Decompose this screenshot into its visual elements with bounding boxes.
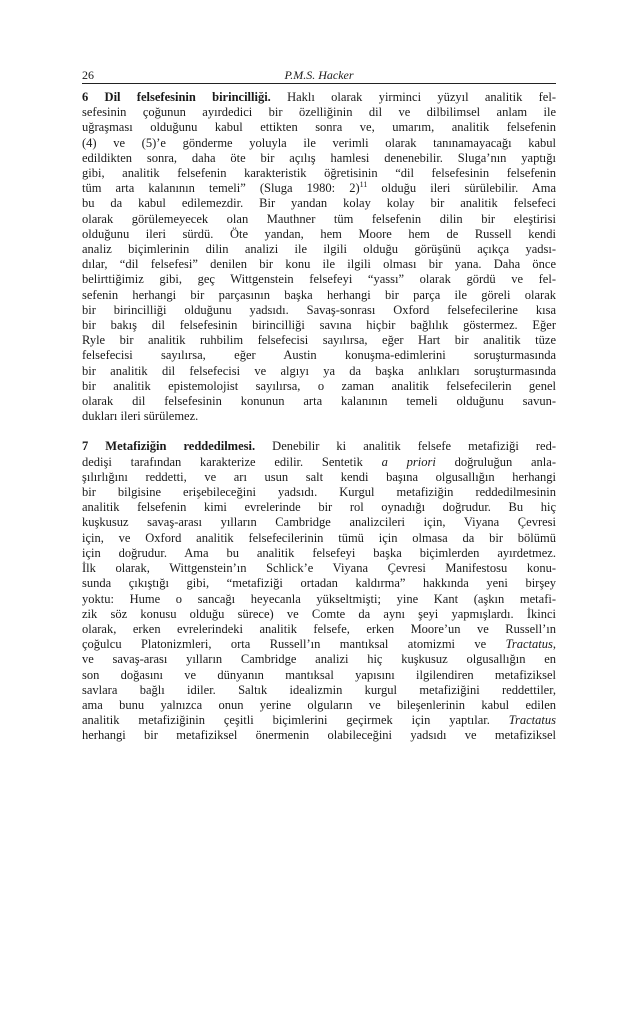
text-line: edildikten sonra, daha öte bir açılış hamlesi denenebilir. Sluga’nın yaptığı xyxy=(82,150,556,165)
text-line: şılırlığını reddetti, ve arı usun salt kendi başına olgusallığın herhangi xyxy=(82,469,556,484)
section-6 xyxy=(82,90,556,424)
text-line: analitik felsefenin kimi evrelerinde bir rol oynadığı doğrudur. Bu hiç xyxy=(82,500,556,515)
text-line: sefenin herhangi bir parçasının başka herhangi bir parça ile göreli olarak xyxy=(82,287,556,302)
text-line: analiz biçimlerinin dilin analizi ile ilgili olduğu görüşünü açıkça yadsı- xyxy=(82,242,556,257)
text-line: ve savaş-arası yılların Cambridge analizi hiç kuşkusuz olgusallığın en xyxy=(82,652,556,667)
text-line: olarak görülemeyecek olan Mauthner tüm felsefenin dilin bir eleştirisi xyxy=(82,211,556,226)
text-line: bir birincilliği olduğunu yadsıdı. Savaş-sonrası Oxford felsefecilerine kısa xyxy=(82,302,556,317)
running-head xyxy=(82,68,556,84)
text-line: bu da kabul edilemezdir. Bir yandan kolay kolay bir analitik felsefeci xyxy=(82,196,556,211)
text-line: felsefecisi sayılırsa, eğer Austin konuşma-edimlerini soruşturmasında xyxy=(82,348,556,363)
term-tractatus: Tractatus xyxy=(505,637,553,652)
term-tractatus: Tractatus xyxy=(508,713,556,728)
text-line: analitik metafiziğinin çeşitli biçimlerini geçirmek için yaptılar. Tractatus xyxy=(82,713,556,728)
text-line: tüm arta kalanının temeli” (Sluga 1980: 2)$^{11}$ olduğu ileri sürülebilir. Ama xyxy=(82,181,556,196)
section-7 xyxy=(82,439,556,743)
text-line: ama bunu yalnızca onun yerine olguların ve bileşenlerinin kabul edilen xyxy=(82,697,556,712)
text-line: sefesinin çoğunun ayırdedici bir özelliğinin dil ve dilbilimsel anlam ile xyxy=(82,105,556,120)
text-line: 7 Metafiziğin reddedilmesi. Denebilir ki analitik felsefe metafiziği red- xyxy=(82,439,556,454)
section-7-heading: 7 Metafiziğin reddedilmesi. xyxy=(82,439,256,454)
text-line: İlk olarak, Wittgenstein’ın Schlick’e Viyana Çevresi Manifestosu konu- xyxy=(82,561,556,576)
text-line: bir bilgisine erişebileceğini yadsıdı. Kurgul metafiziğin reddedilmesinin xyxy=(82,485,556,500)
text-line: Ryle bir analitik ruhbilim felsefecisi sayılırsa, eğer Hart bir analitik tüze xyxy=(82,333,556,348)
text-line: belirttiğimiz gibi, geç Wittgenstein felsefeyi “yassı” olarak gördü ve fel- xyxy=(82,272,556,287)
text-line: gibi, analitik felsefenin karakteristik öğretisinin “dil felsefesinin felsefenin xyxy=(82,166,556,181)
text-line: sunda çıkıştığı gibi, “metafiziği ortadan kaldırma” hakkında yeni birşey xyxy=(82,576,556,591)
text-line: kuşkusuz savaş-arası yılların Cambridge analizcileri için, Viyana Çevresi xyxy=(82,515,556,530)
text-line: (4) ve (5)’e gönderme yoluyla ile verimli olarak tanınamayacağı kabul xyxy=(82,135,556,150)
term-a-priori: a priori xyxy=(381,454,436,469)
text-line: dedişi tarafından karakterize edilir. Sentetik a priori doğruluğun anla- xyxy=(82,454,556,469)
text-line: bir analitik epistemolojist sayılırsa, o zaman analitik felsefecilerin genel xyxy=(82,378,556,393)
section-6-heading: 6 Dil felsefesinin birincilliği. xyxy=(82,90,271,104)
text-line: olarak, erken evrelerindeki analitik felsefe, erken Moore’un ve Russell’ın xyxy=(82,621,556,636)
text-line: için doğrudur. Ama bu analitik felsefeyi başka biçimlerden ayırdetmez. xyxy=(82,545,556,560)
text-line: son doğasını ve dünyanın mantıksal yapısını ilgilendiren metafiziksel xyxy=(82,667,556,682)
text-line: bir bakış dil felsefesinin birincilliği savına hiçbir bağlılık göstermez. Eğer xyxy=(82,318,556,333)
text-line: çoğulcu Platonizmleri, orta Russell’ın mantıksal atomizmi ve Tractatus, xyxy=(82,637,556,652)
text-line: zik söz konusu olduğu sürece) ve Comte da aynı şeyi yapmışlardı. İkinci xyxy=(82,606,556,621)
text-line: yoktu: Hume o sancağı heyecanla yükseltmişti; yine Kant (aşkın metafi- xyxy=(82,591,556,606)
footnote-marker: 11 xyxy=(359,181,368,190)
page-number: 26 xyxy=(82,68,94,82)
text-line: için, ve Oxford analitik felsefecilerinin tümü için olmasa da bir bölümü xyxy=(82,530,556,545)
text-line: dukları ileri sürülemez. xyxy=(82,409,199,424)
running-head-author: P.M.S. Hacker xyxy=(284,68,354,82)
text-line: herhangi bir metafiziksel önermenin olabileceğini yadsıdı ve metafiziksel xyxy=(82,728,556,743)
text-line: dılar, “dil felsefesi” denilen bir konu ile ilgili olması bir yana. Daha önce xyxy=(82,257,556,272)
text-line: 6 Dil felsefesinin birincilliği. Haklı olarak yirminci yüzyıl analitik fel- xyxy=(82,90,556,104)
text-line: olarak dil felsefesinin konunun arta kalanının temeli olduğunu savun- xyxy=(82,394,556,409)
document-page xyxy=(82,68,556,744)
text-line: olduğunu ileri sürdü. Öte yandan, hem Moore hem de Russell kendi xyxy=(82,226,556,241)
section-7-paragraph xyxy=(82,439,556,743)
text-line: bir analitik dil felsefecisi ve algıyı ya da başka anlıkları soruşturmasında xyxy=(82,363,556,378)
text-line: savlara bağlı idiler. Saltık idealizmin kurgul metafiziğini reddettiler, xyxy=(82,682,556,697)
text-line: uğraşması olduğunu kabul ettikten sonra ve, umarım, analitik felsefenin xyxy=(82,120,556,135)
section-6-paragraph xyxy=(82,90,556,424)
